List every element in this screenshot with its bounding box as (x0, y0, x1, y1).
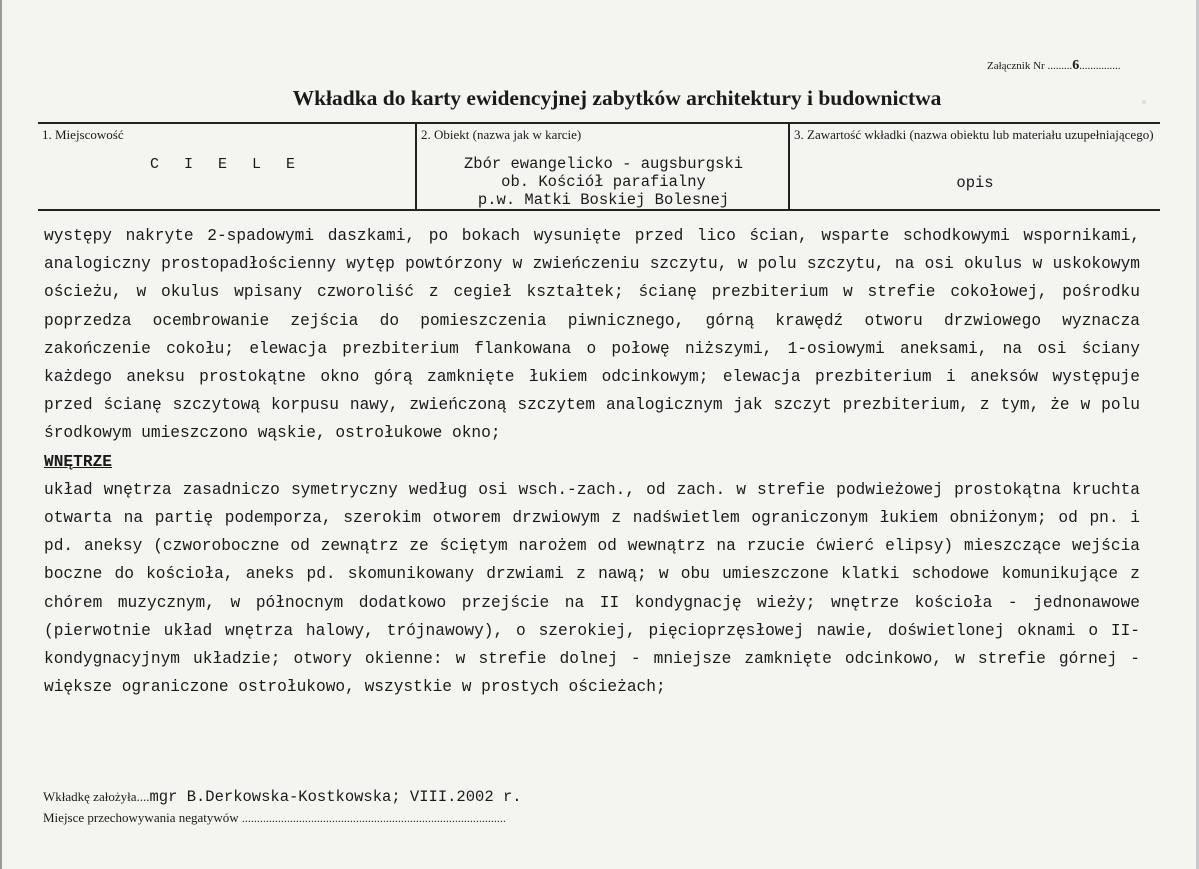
paper-speck (1142, 100, 1146, 104)
annex-dots: ............... (1079, 60, 1121, 72)
negatives-dots: ........................................................................................ (241, 811, 506, 825)
author-value: mgr B.Derkowska-Kostkowska; VIII.2002 r. (149, 788, 522, 806)
annex-number-value: 6 (1072, 58, 1080, 73)
negatives-line (43, 810, 506, 826)
negatives-label: Miejsce przechowywania negatywów (43, 810, 239, 825)
page-title: Wkładka do karty ewidencyjnej zabytków architektury i budownictwa (292, 86, 942, 110)
object-cell (415, 124, 790, 209)
object-label: 2. Obiekt (nazwa jak w karcie) (421, 127, 582, 142)
author-label: Wkładkę założyła.... (43, 789, 150, 804)
locality-value: C I E L E (149, 156, 303, 173)
interior-heading: WNĘTRZE (44, 452, 112, 471)
interior-paragraph: układ wnętrza zasadniczo symetryczny według osi wsch.-zach., od zach. w strefie podwieżowej prostokątna kruchta otwarta na partię podemporza, szerokim otworem drzwiowym z nadświetlem ograniczonym łukiem obniżonym; od pn. i pd. aneksy (czworoboczne od zewnątrz ze ściętym narożem od wewnątrz na rzucie ćwierć elipsy) mieszczące wejścia boczne do kościoła, aneks pd. skomunikowany drzwiami z nawą; w obu umieszczone klatki schodowe komunikujące z chórem muzycznym, w północnym dodatkowo przejście na II kondygnację wieży; wnętrze kościoła - jednonawowe (pierwotnie układ wnętrza halowy, trójnawowy), o szerokiej, pięcioprzęsłowej nawie, doświetlonej oknami o II-kondygnacyjnym układzie; otwory okienne: w strefie dolnej - mniejsze zamknięte odcinkowo, w strefie górnej - większe ograniczone ostrołukowo, wszystkie w prostych ościeżach; (44, 480, 1140, 697)
locality-cell (38, 124, 415, 209)
annex-label: Załącznik Nr ......... (987, 60, 1073, 72)
locality-label: 1. Miejscowość (42, 127, 124, 142)
exterior-paragraph: występy nakryte 2-spadowymi daszkami, po bokach wysunięte przed lico ścian, wsparte schodkowymi wspornikami, analogiczny prostopadłościenny wytęp powtórzony w zwieńczeniu szczytu, w polu szczytu, na osi okulus w uskokowym ościeżu, w okulus wpisany czworoliść z cegieł kształtek; ścianę prezbiterium w strefie cokołowej, pośrodku poprzedza ocembrowanie zejścia do pomieszczenia piwnicznego, górną krawędź otworu drzwiowego wyznacza zakończenie cokołu; elewacja prezbiterium flankowana o połowę niższymi, 1-osiowymi aneksami, na osi ściany każdego aneksu prostokątne okno górą zamknięte łukiem odcinkowym; elewacja prezbiterium i aneksów występuje przed ścianę szczytową korpusu nawy, zwieńczoną szczytem analogicznym jak szczyt prezbiterium, z tym, że w polu środkowym umieszczono wąskie, ostrołukowe okno; (44, 227, 1140, 443)
annex-number (987, 58, 1120, 74)
author-line (43, 788, 522, 806)
content-label: 3. Zawartość wkładki (nazwa obiektu lub materiału uzupełniającego) (794, 127, 1154, 142)
object-value: Zbór ewangelicko - augsburgski ob. Kościół parafialny p.w. Matki Boskiej Bolesnej (463, 155, 744, 209)
description-body (44, 222, 1140, 701)
header-table (38, 122, 1160, 211)
content-cell (788, 124, 1160, 209)
content-value: opis (956, 174, 994, 192)
